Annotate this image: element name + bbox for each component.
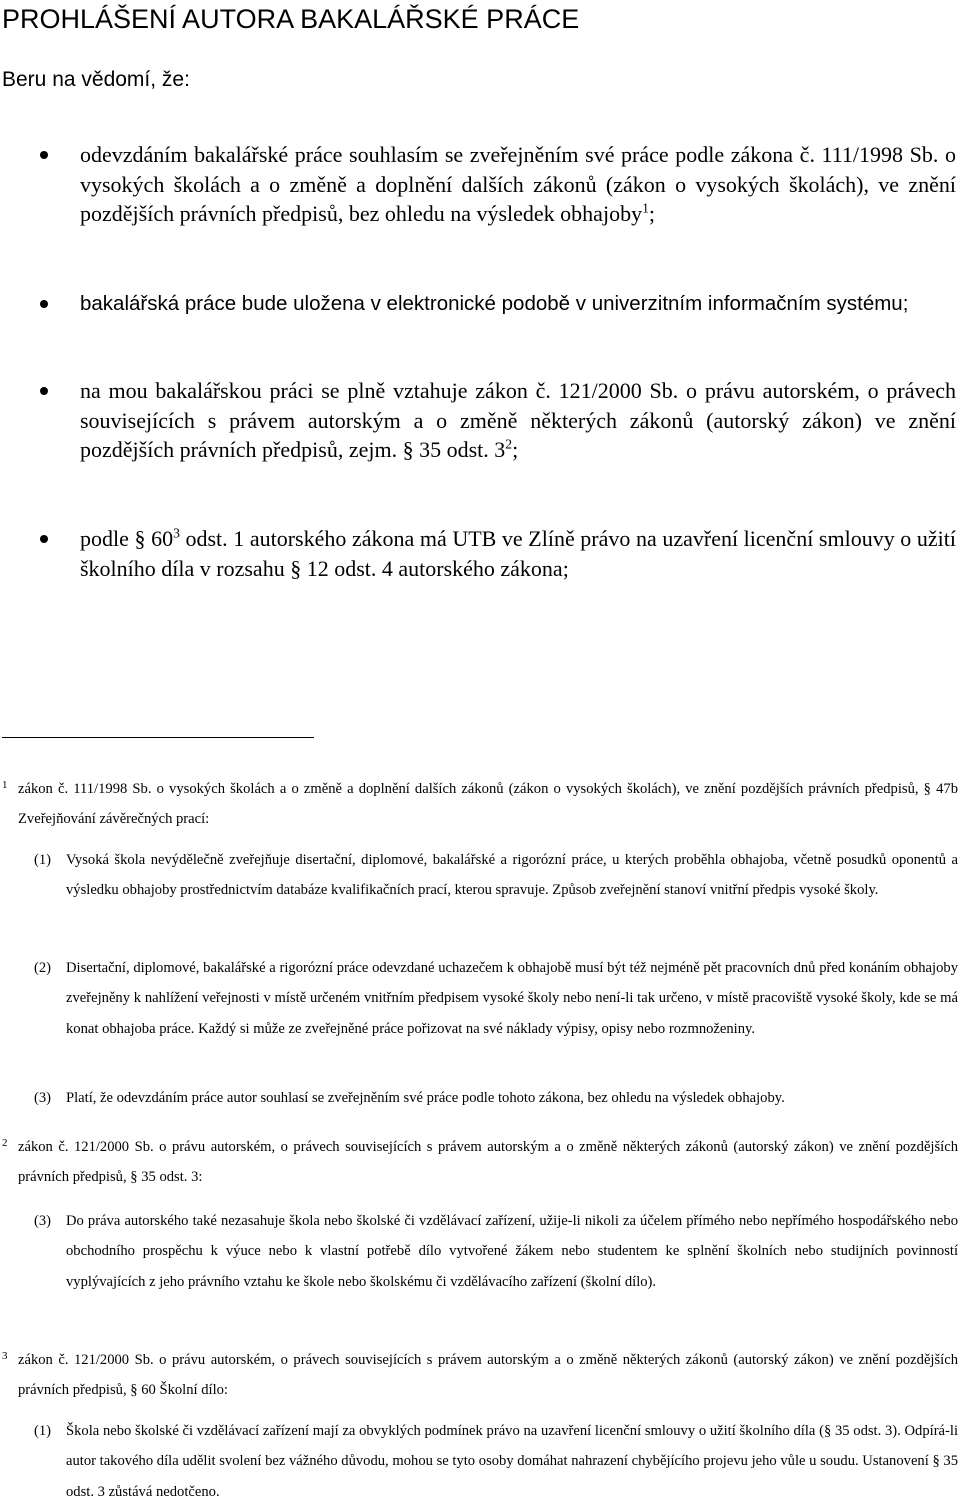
declaration-item-4 xyxy=(80,524,956,583)
declaration-text-end: ; xyxy=(648,201,656,226)
item-number: (3) xyxy=(34,1090,52,1106)
item-text: Disertační, diplomové, bakalářské a rigorózní práce odevzdané uchazečem k obhajobě musí být též nejméně pět pracovních dnů před konáním obhajoby zveřejněny k nahlížení veřejnosti v místě určeném vnitřním předpisem vysoké školy nebo není-li tak určeno, v místě pracoviště vysoké školy, kde se má konat obhajoba práce. Každý si může ze zveřejněné práce pořizovat na své náklady výpisy, opisy nebo rozmnoženiny. xyxy=(66,960,958,1037)
footnote-3-item-1 xyxy=(34,1416,958,1507)
footnote-3 xyxy=(2,1345,958,1405)
declaration-item-3 xyxy=(80,376,956,465)
footnote-text: zákon č. 111/1998 Sb. o vysokých školách a o změně a doplnění dalších zákonů (zákon o vysokých školách), ve znění pozdějších právních předpisů, § 47b Zveřejňování závěrečných prací: xyxy=(18,781,958,827)
bullet-dot-icon xyxy=(40,535,48,543)
item-number: (1) xyxy=(34,852,52,868)
bullet-dot-icon xyxy=(40,151,48,159)
declaration-item-2 xyxy=(80,289,956,319)
declaration-text-end: ; xyxy=(512,437,519,462)
bullet-dot-icon xyxy=(40,300,48,308)
footnote-1-item-3 xyxy=(34,1083,958,1113)
footnote-separator xyxy=(2,737,314,738)
footnote-mark: 1 xyxy=(2,779,8,791)
footnote-text: zákon č. 121/2000 Sb. o právu autorském, o právech souvisejících s právem autorským a o změně některých zákonů (autorský zákon) ve znění pozdějších právních předpisů, § 35 odst. 3: xyxy=(18,1139,958,1185)
declaration-item-1 xyxy=(80,140,956,229)
footnote-text: zákon č. 121/2000 Sb. o právu autorském, o právech souvisejících s právem autorským a o změně některých zákonů (autorský zákon) ve znění pozdějších právních předpisů, § 60 Školní dílo: xyxy=(18,1352,958,1398)
footnote-2-item-1 xyxy=(34,1206,958,1297)
footnote-ref: 3 xyxy=(173,525,180,541)
declaration-text: odevzdáním bakalářské práce souhlasím se zveřejněním své práce podle zákona č. 111/1998 Sb. o vysokých školách a o změně a doplnění dalších zákonů (zákon o vysokých školách), ve znění pozdějších právních předpisů, bez ohledu na výsledek obhajoby xyxy=(80,142,956,226)
declaration-text-end: odst. 1 autorského zákona má UTB ve Zlíně právo na uzavření licenční smlouvy o užití školního díla v rozsahu § 12 odst. 4 autorského zákona; xyxy=(80,526,956,581)
declaration-text: bakalářská práce bude uložena v elektronické podobě v univerzitním informačním systému; xyxy=(80,292,909,315)
item-number: (3) xyxy=(34,1213,52,1229)
item-text: Do práva autorského také nezasahuje škola nebo školské či vzdělávací zařízení, užije-li nikoli za účelem přímého nebo nepřímého hospodářského nebo obchodního prospěchu k výuce nebo k vlastní potřebě dílo vytvořené žákem nebo studentem ke splnění školních nebo studijních povinností vyplývajících z jeho právního vztahu ke škole nebo školskému či vzdělávacího zařízení (školní dílo). xyxy=(66,1213,958,1290)
declaration-text: na mou bakalářskou práci se plně vztahuje zákon č. 121/2000 Sb. o právu autorském, o právech souvisejících s právem autorským a o změně některých zákonů (autorský zákon) ve znění pozdějších právních předpisů, zejm. § 35 odst. 3 xyxy=(80,378,956,462)
item-number: (2) xyxy=(34,960,52,976)
item-number: (1) xyxy=(34,1423,52,1439)
footnote-1-item-2 xyxy=(34,953,958,1044)
bullet-dot-icon xyxy=(40,387,48,395)
intro-text: Beru na vědomí, že: xyxy=(2,68,190,91)
footnote-mark: 2 xyxy=(2,1137,8,1149)
footnote-1-item-1 xyxy=(34,845,958,906)
footnote-mark: 3 xyxy=(2,1350,8,1362)
footnote-2 xyxy=(2,1132,958,1192)
item-text: Platí, že odevzdáním práce autor souhlasí se zveřejněním své práce podle tohoto zákona, bez ohledu na výsledek obhajoby. xyxy=(66,1090,785,1106)
footnote-ref: 2 xyxy=(505,436,513,452)
footnote-ref: 1 xyxy=(642,200,649,216)
page-title: PROHLÁŠENÍ AUTORA BAKALÁŘSKÉ PRÁCE xyxy=(2,4,580,34)
declaration-text: podle § 60 xyxy=(80,526,174,551)
item-text: Škola nebo školské či vzdělávací zařízení mají za obvyklých podmínek právo na uzavření licenční smlouvy o užití školního díla (§ 35 odst. 3). Odpírá-li autor takového díla udělit svolení bez vážného důvodu, mohou se tyto osoby domáhat nahrazení chybějícího projevu jeho vůle u soudu. Ustanovení § 35 odst. 3 zůstává nedotčeno. xyxy=(66,1423,958,1500)
item-text: Vysoká škola nevýdělečně zveřejňuje disertační, diplomové, bakalářské a rigorózní práce, u kterých proběhla obhajoba, včetně posudků oponentů a výsledku obhajoby prostřednictvím databáze kvalifikačních prací, kterou spravuje. Způsob zveřejnění stanoví vnitřní předpis vysoké školy. xyxy=(66,852,958,899)
footnote-1 xyxy=(2,774,958,834)
